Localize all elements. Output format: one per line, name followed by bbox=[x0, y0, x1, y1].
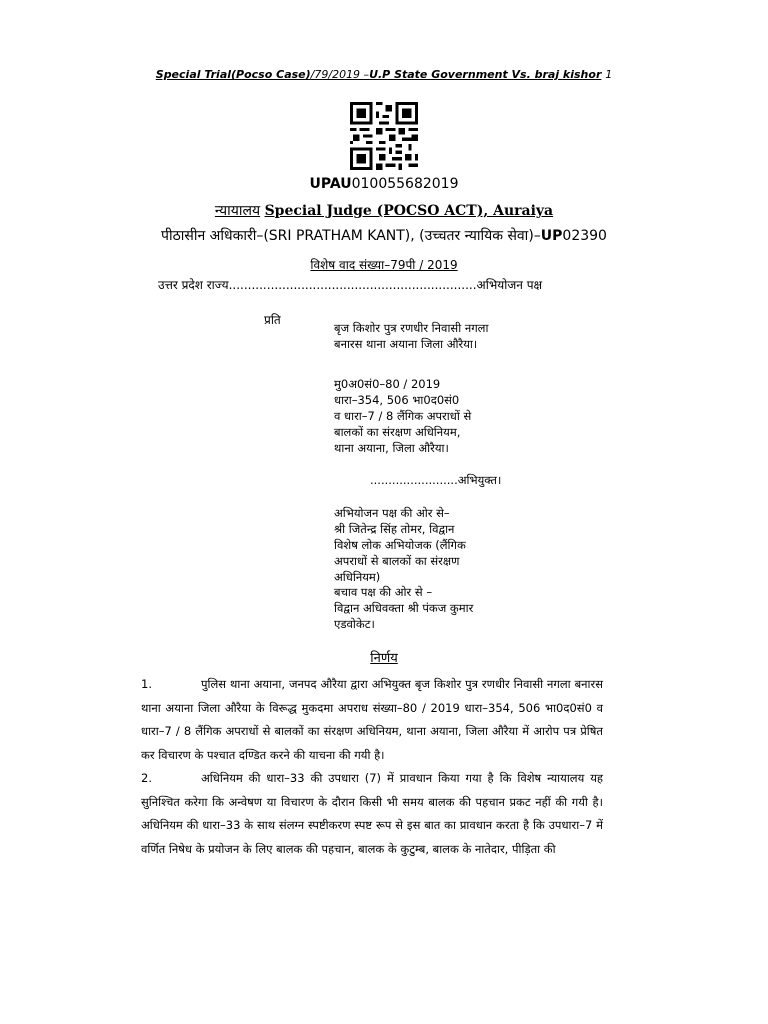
prosecution-counsel bbox=[334, 505, 594, 585]
case-identifier bbox=[0, 176, 768, 192]
case-id-number: 010055682019 bbox=[351, 176, 459, 192]
prosecution-line: अधिनियम) bbox=[334, 570, 381, 584]
paragraph-text: अधिनियम की धारा–33 की उपधारा (7) में प्रावधान किया गया है कि विशेष न्यायालय यह सुनिश्चित करेगा कि अन्वेषण या विचारण के दौरान किसी भी समय बालक की पहचान प्रकट नहीं की गयी है। अधिनियम की धारा–33 के साथ संलग्न स्पष्टीकरण स्पष्ट रूप से इस बात का प्रावधान करता है कि उपधारा–7 में वर्णित निषेध के प्रयोजन के लिए बालक की पहचान, बालक के कुटुम्ब, बालक के नातेदार, पीड़िता की bbox=[141, 771, 603, 856]
header-parties: U.P State Government Vs. braj kishor bbox=[369, 68, 602, 81]
page-number: 1 bbox=[605, 68, 613, 81]
suit-number-text: विशेष वाद संख्या–79पी / 2019 bbox=[310, 258, 458, 272]
prosecution-line: अभियोजन पक्ष की ओर से– bbox=[334, 506, 450, 520]
case-detail-line: व धारा–7 / 8 लैंगिक अपराधों से bbox=[334, 409, 472, 423]
case-detail-line: बालकों का संरक्षण अधिनियम, bbox=[334, 425, 461, 439]
officer-code-prefix: UP bbox=[540, 228, 563, 244]
header-case-number: /79/2019 – bbox=[310, 68, 370, 81]
suit-number bbox=[0, 256, 768, 273]
paragraph-number: 1. bbox=[141, 677, 152, 691]
page-header bbox=[0, 68, 768, 81]
case-detail-line: थाना अयाना, जिला औरैया। bbox=[334, 441, 449, 455]
prosecution-line: श्री जितेन्द्र सिंह तोमर, विद्वान bbox=[334, 522, 455, 536]
paragraph-text: पुलिस थाना अयाना, जनपद औरैया द्वारा अभियुक्त बृज किशोर पुत्र रणधीर निवासी नगला बनारस थाना अयाना जिला औरैया के विरूद्ध मुकदमा अपराध संख्या–80 / 2019 धारा–354, 506 भा0द0सं0 व धारा–7 / 8 लैंगिक अपराधों से बालकों का संरक्षण अधिनियम, थाना अयाना, जिला औरैया में आरोप पत्र प्रेषित कर विचारण के पश्चात दण्डित करने की याचना की गयी है। bbox=[141, 677, 603, 762]
court-title bbox=[0, 201, 768, 220]
versus-label: प्रति bbox=[264, 313, 281, 327]
defence-line: बचाव पक्ष की ओर से – bbox=[334, 585, 433, 599]
case-details bbox=[334, 376, 594, 456]
court-label: न्यायालय bbox=[214, 203, 261, 219]
prosecution-line: अपराधों से बालकों का संरक्षण bbox=[334, 554, 460, 568]
prosecution-line: विशेष लोक अभियोजक (लैंगिक bbox=[334, 538, 466, 552]
judgment-body bbox=[141, 673, 603, 861]
case-id-prefix: UPAU bbox=[309, 176, 352, 192]
qr-code-icon bbox=[344, 102, 424, 170]
paragraph bbox=[141, 767, 603, 861]
case-detail-line: मु0अ0सं0–80 / 2019 bbox=[334, 377, 441, 391]
paragraph-number: 2. bbox=[141, 771, 152, 785]
defence-line: एडवोकेट। bbox=[334, 617, 375, 631]
accused-line: बृज किशोर पुत्र रणधीर निवासी नगला bbox=[334, 321, 489, 335]
presiding-officer bbox=[0, 226, 768, 245]
accused-label: ........................अभियुक्त। bbox=[370, 473, 502, 487]
officer-code-number: 02390 bbox=[562, 228, 607, 244]
judgment-heading bbox=[0, 648, 768, 666]
accused-line: बनारस थाना अयाना जिला औरैया। bbox=[334, 337, 478, 351]
plaintiff-line: उत्तर प्रदेश राज्य.................................................................अभियोजन पक्ष bbox=[158, 278, 543, 292]
judgment-heading-text: निर्णय bbox=[370, 651, 398, 666]
defence-line: विद्वान अधिवक्ता श्री पंकज कुमार bbox=[334, 601, 474, 615]
header-case-type: Special Trial(Pocso Case) bbox=[155, 68, 311, 81]
paragraph bbox=[141, 673, 603, 767]
case-detail-line: धारा–354, 506 भा0द0सं0 bbox=[334, 393, 460, 407]
defence-counsel bbox=[334, 584, 594, 632]
officer-label: पीठासीन अधिकारी–(SRI PRATHAM KANT), (उच्चतर न्यायिक सेवा)– bbox=[161, 228, 541, 244]
court-name: Special Judge (POCSO ACT), Auraiya bbox=[264, 203, 554, 219]
accused-details bbox=[334, 320, 594, 352]
